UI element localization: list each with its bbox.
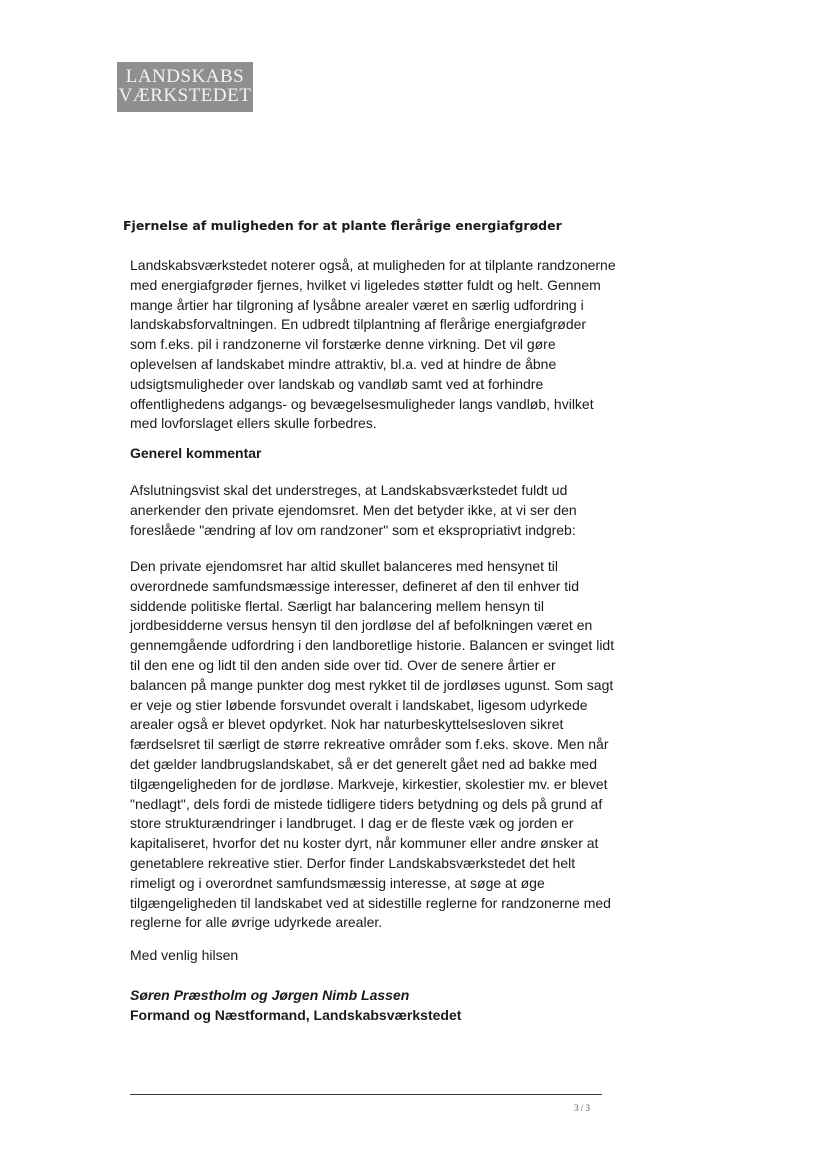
section-heading-general-comment: Generel kommentar (130, 445, 262, 461)
text-line: offentlighedens adgangs- og bevægelsesmuligheder langs vandløb, hvilket (130, 395, 594, 412)
footer-divider (130, 1094, 602, 1095)
signature-block (130, 985, 461, 1025)
text-line: balancen på mange punkter dog mest rykket til de jordløses ugunst. Som sagt (130, 676, 614, 693)
text-line: "nedlagt", dels fordi de mistede tidligere tiders betydning og dels på grund af (130, 795, 603, 812)
text-line: det gælder landbrugslandskabet, så er det generelt gået ned ad bakke med (130, 755, 597, 772)
text-line: med energiafgrøder fjernes, hvilket vi ligeledes støtter fuldt og helt. Gennem (130, 276, 601, 293)
text-line: tilgængeligheden til landskabet ved at sidestille reglerne for randzonerne med (130, 894, 611, 911)
text-line: foreslåede "ændring af lov om randzoner" som et ekspropriativt indgreb: (130, 521, 576, 538)
text-line: arealer også er blevet opdyrket. Nok har naturbeskyttelsesloven sikret (130, 716, 564, 733)
text-line: store strukturændringer i landbruget. I dag er de fleste væk og jorden er (130, 815, 574, 832)
text-line: mange årtier har tilgroning af lysåbne arealer været en særlig udfordring i (130, 296, 584, 313)
text-line: reglerne for alle øvrige udyrkede arealer. (130, 914, 383, 931)
closing-greeting: Med venlig hilsen (130, 947, 239, 963)
text-line: Landskabsværkstedet noterer også, at muligheden for at tilplante randzonerne (130, 257, 616, 273)
signatory-role: Formand og Næstformand, Landskabsværkstedet (130, 1007, 462, 1023)
section-heading-energy-crops: Fjernelse af muligheden for at plante flerårige energiafgrøder (123, 218, 562, 233)
text-line: Den private ejendomsret har altid skullet balanceres med hensynet til (130, 558, 559, 574)
paragraph-general-body (130, 557, 650, 933)
text-line: jordbesidderne versus hensyn til den jordløse del af befolkningen været en (130, 617, 593, 634)
text-line: tilgængeligheden for de jordløse. Markveje, kirkestier, skolestier mv. er blevet (130, 775, 608, 792)
text-line: med lovforslaget ellers skulle forbedres. (130, 415, 377, 432)
text-line: færdselsret til særligt de større rekreative områder som f.eks. skove. Men når (130, 736, 609, 753)
text-line: kapitaliseret, hvorfor det nu koster dyrt, når kommuner eller andre ønsker at (130, 835, 599, 852)
logo-line-1: LANDSKABS (125, 66, 245, 87)
paragraph-general-intro (130, 481, 650, 540)
logo-line-2: VÆRKSTEDET (118, 85, 252, 106)
text-line: Afslutningsvist skal det understreges, at Landskabsværkstedet fuldt ud (130, 482, 568, 498)
text-line: siddende politiske flertal. Særligt har balancering mellem hensyn til (130, 597, 544, 614)
text-line: er veje og stier løbende forsvundet overalt i landskabet, ligesom udyrkede (130, 696, 588, 713)
paragraph-energy-crops (130, 256, 650, 434)
text-line: overordnede samfundsmæssige interesser, defineret af den til enhver tid (130, 577, 580, 594)
signatory-names: Søren Præstholm og Jørgen Nimb Lassen (130, 987, 410, 1003)
text-line: som f.eks. pil i randzonerne vil forstærke denne virkning. Det vil gøre (130, 336, 556, 353)
organization-logo (117, 62, 253, 112)
text-line: landskabsforvaltningen. En udbredt tilplantning af flerårige energiafgrøder (130, 316, 587, 333)
text-line: til den ene og lidt til den anden side over tid. Over de senere årtier er (130, 656, 556, 673)
text-line: rimeligt og i overordnet samfundsmæssig interesse, at søge at øge (130, 874, 545, 891)
page-number: 3 / 3 (574, 1103, 591, 1113)
text-line: anerkender den private ejendomsret. Men det betyder ikke, at vi ser den (130, 501, 577, 518)
text-line: udsigtsmuligheder over landskab og vandløb samt ved at forhindre (130, 375, 544, 392)
text-line: gennemgående udfordring i den landboretlige historie. Balancen er svinget lidt (130, 637, 615, 654)
text-line: oplevelsen af landskabet mindre attraktiv, bl.a. ved at hindre de åbne (130, 355, 557, 372)
text-line: genetablere rekreative stier. Derfor finder Landskabsværkstedet det helt (130, 854, 576, 871)
